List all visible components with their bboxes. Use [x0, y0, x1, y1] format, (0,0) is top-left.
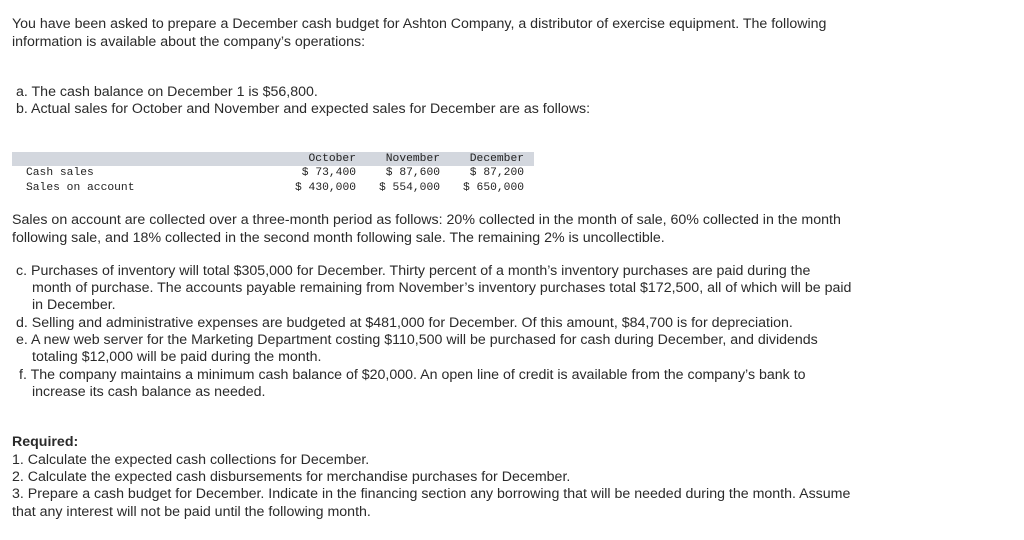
item-f-line-2: increase its cash balance as needed.: [32, 384, 266, 400]
table-row-cash-sales: [12, 166, 534, 181]
item-e-line-2: totaling $12,000 will be paid during the month.: [32, 349, 322, 365]
cell-december: $ 650,000: [462, 182, 524, 194]
cell-october: $ 73,400: [301, 167, 356, 179]
row-label: Cash sales: [26, 167, 94, 179]
sales-table-header: [12, 152, 534, 166]
required-item-3-line-1: 3. Prepare a cash budget for December. Indicate in the financing section any borrowing that will be needed during the month. Assume: [12, 486, 851, 502]
item-c-line-2: month of purchase. The accounts payable remaining from November’s inventory purchases total $172,500, all of which will be paid: [32, 280, 852, 296]
row-label: Sales on account: [26, 182, 135, 194]
item-a: a. The cash balance on December 1 is $56,800.: [16, 84, 318, 100]
required-item-3-line-2: that any interest will not be paid until the following month.: [12, 504, 371, 520]
table-row-sales-on-account: [12, 181, 534, 196]
item-c-line-3: in December.: [32, 297, 116, 313]
intro-line-1: You have been asked to prepare a December cash budget for Ashton Company, a distributor of exercise equipment. The following: [12, 16, 827, 32]
required-title: Required:: [12, 434, 79, 450]
cell-november: $ 554,000: [378, 182, 440, 194]
intro-line-2: information is available about the company’s operations:: [12, 34, 366, 50]
item-e-line-1: e. A new web server for the Marketing Department costing $110,500 will be purchased for cash during December, and dividends: [16, 332, 818, 348]
cell-october: $ 430,000: [294, 182, 356, 194]
item-d: d. Selling and administrative expenses are budgeted at $481,000 for December. Of this amount, $84,700 is for depreciation.: [16, 315, 793, 331]
item-b: b. Actual sales for October and November and expected sales for December are as follows:: [16, 101, 591, 117]
item-c-line-1: c. Purchases of inventory will total $305,000 for December. Thirty percent of a month’s inventory purchases are paid during the: [16, 263, 811, 279]
column-header-december: December: [469, 153, 524, 165]
cell-december: $ 87,200: [469, 167, 524, 179]
collection-line-2: following sale, and 18% collected in the second month following sale. The remaining 2% is uncollectible.: [12, 230, 665, 246]
required-item-1: 1. Calculate the expected cash collections for December.: [12, 452, 370, 468]
cell-november: $ 87,600: [385, 167, 440, 179]
sales-table: [12, 152, 534, 196]
column-header-november: November: [385, 153, 440, 165]
column-header-october: October: [308, 153, 356, 165]
item-f-line-1: f. The company maintains a minimum cash balance of $20,000. An open line of credit is available from the company’s bank to: [19, 367, 806, 383]
collection-line-1: Sales on account are collected over a three-month period as follows: 20% collected in the month of sale, 60% collected in the month: [12, 212, 841, 228]
required-item-2: 2. Calculate the expected cash disbursements for merchandise purchases for December.: [12, 469, 571, 485]
